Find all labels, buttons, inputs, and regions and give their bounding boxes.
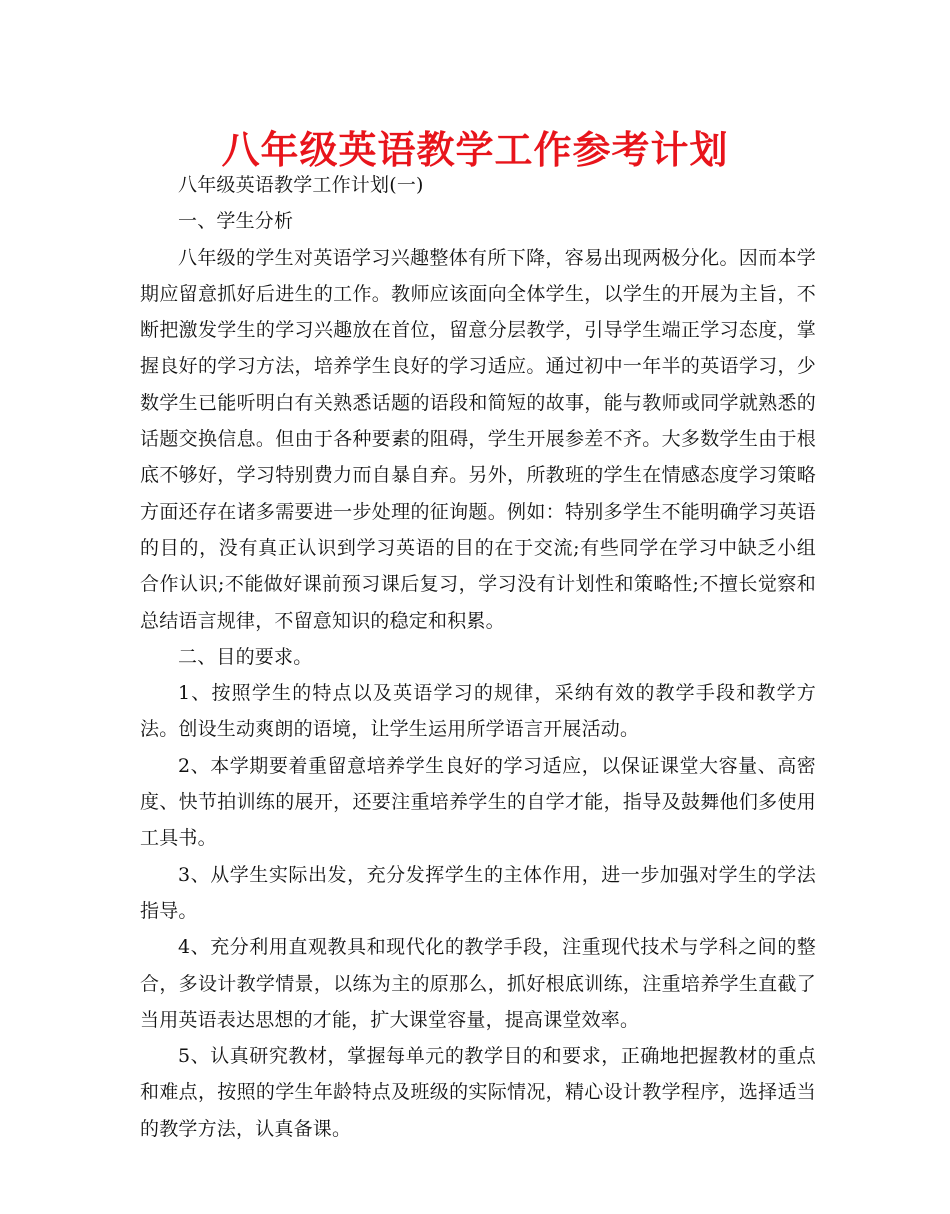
goal-item-5: 5、认真研究教材，掌握每单元的教学目的和要求，正确地把握教材的重点和难点，按照的学生年龄特点及班级的实际情况，精心设计教学程序，选择适当的教学方法，认真备课。 [140, 1045, 816, 1140]
goal-item-3: 3、从学生实际出发，充分发挥学生的主体作用，进一步加强对学生的学法指导。 [140, 863, 816, 922]
goal-item-1: 1、按照学生的特点以及英语学习的规律，采纳有效的教学手段和教学方法。创设生动爽朗的语境，让学生运用所学语言开展活动。 [140, 682, 816, 741]
document-title: 八年级英语教学工作参考计划 [221, 128, 729, 172]
plan-subtitle: 八年级英语教学工作计划(一) [178, 174, 424, 196]
student-analysis-paragraph: 八年级的学生对英语学习兴趣整体有所下降，容易出现两极分化。因而本学期应留意抓好后进生的工作。教师应该面向全体学生，以学生的开展为主旨，不断把激发学生的学习兴趣放在首位，留意分层教学，引导学生端正学习态度，掌握良好的学习方法，培养学生良好的学习适应。通过初中一年半的英语学习，少数学生已能听明白有关熟悉话题的语段和简短的故事，能与教师或同学就熟悉的话题交换信息。但由于各种要素的阻碍，学生开展参差不齐。大多数学生由于根底不够好，学习特别费力而自暴自弃。另外，所教班的学生在情感态度学习策略方面还存在诸多需要进一步处理的征询题。例如：特别多学生不能明确学习英语的目的，没有真正认识到学习英语的目的在于交流;有些同学在学习中缺乏小组合作认识;不能做好课前预习课后复习，学习没有计划性和策略性;不擅长觉察和总结语言规律，不留意知识的稳定和积累。 [140, 246, 816, 632]
section-heading-goals: 二、目的要求。 [178, 645, 313, 668]
document-body [140, 167, 816, 1147]
section-heading-student-analysis: 一、学生分析 [178, 210, 294, 233]
goal-item-4: 4、充分利用直观教具和现代化的教学手段，注重现代技术与学科之间的整合，多设计教学情景，以练为主的原那么，抓好根底训练，注重培养学生直截了当用英语表达思想的才能，扩大课堂容量，提高课堂效率。 [140, 936, 816, 1031]
goal-item-2: 2、本学期要着重留意培养学生良好的学习适应，以保证课堂大容量、高密度、快节拍训练的展开，还要注重培养学生的自学才能，指导及鼓舞他们多使用工具书。 [140, 754, 816, 850]
